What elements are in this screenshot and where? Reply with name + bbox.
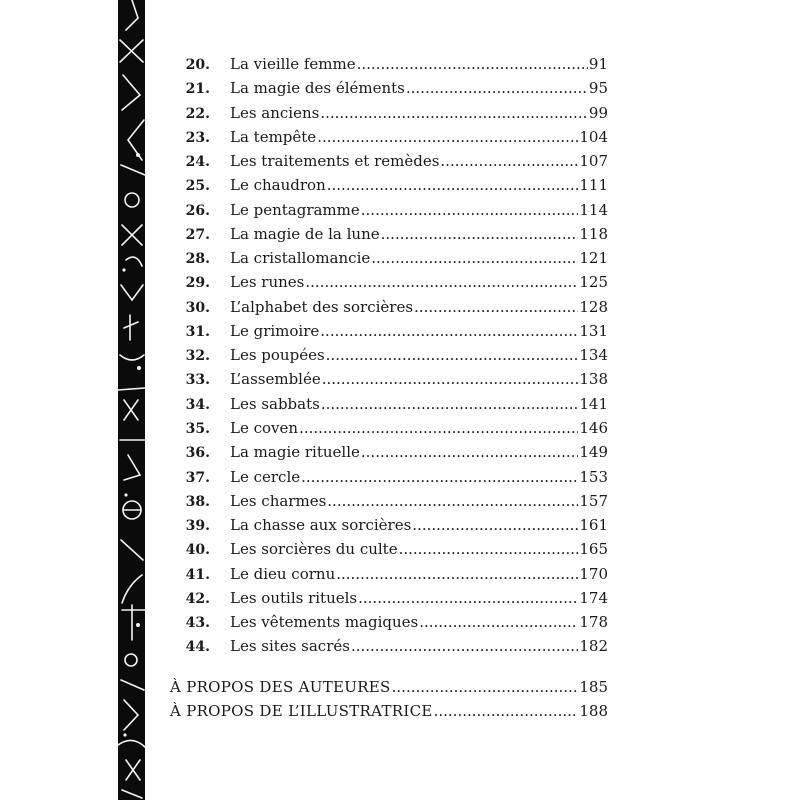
leader-dots <box>358 586 578 610</box>
chapter-number: 44. <box>185 639 210 656</box>
leader-dots <box>414 295 578 319</box>
chapter-number: 29. <box>185 275 210 292</box>
chapter-number: 35. <box>185 420 210 437</box>
leader-dots <box>381 222 579 246</box>
page-number: 134 <box>579 346 608 365</box>
leader-dots <box>361 440 578 464</box>
toc-entry <box>170 634 608 658</box>
leader-dots <box>327 489 578 513</box>
page-number: 125 <box>579 273 608 292</box>
chapter-title: Le dieu cornu <box>230 564 336 583</box>
toc-entry <box>170 586 608 610</box>
page-number: 157 <box>579 491 608 510</box>
page-number: 146 <box>579 418 608 437</box>
page-number: 141 <box>579 394 608 413</box>
leader-dots <box>440 149 578 173</box>
toc-entry <box>170 319 608 343</box>
chapter-number: 36. <box>185 445 210 462</box>
toc-entry <box>170 562 608 586</box>
chapter-number: 27. <box>185 226 210 243</box>
page-number: 165 <box>579 540 608 559</box>
chapter-title: Les charmes <box>230 491 327 510</box>
toc-entry <box>170 440 608 464</box>
leader-dots <box>326 343 579 367</box>
chapter-number: 24. <box>185 154 210 171</box>
chapter-title: Le chaudron <box>230 176 326 195</box>
chapter-title: Le pentagramme <box>230 200 360 219</box>
chapter-title: La tempête <box>230 127 317 146</box>
toc-entry <box>170 367 608 391</box>
toc-entry <box>170 610 608 634</box>
toc-entry <box>170 246 608 270</box>
chapter-title: Les anciens <box>230 103 320 122</box>
toc-entry <box>170 76 608 100</box>
chapter-number: 28. <box>185 251 210 268</box>
toc-entry <box>170 537 608 561</box>
leader-dots <box>336 562 578 586</box>
toc-entry <box>170 198 608 222</box>
chapter-title: Le cercle <box>230 467 301 486</box>
chapter-title: Les sabbats <box>230 394 320 413</box>
page-number: 99 <box>588 103 608 122</box>
toc-entry <box>170 513 608 537</box>
page-number: 111 <box>579 176 608 195</box>
chapter-number: 20. <box>185 57 210 73</box>
toc-entry <box>170 101 608 125</box>
appendix-title: À PROPOS DE L’ILLUSTRATRICE <box>170 701 433 720</box>
page-number: 178 <box>579 613 608 632</box>
toc-entry <box>170 125 608 149</box>
page-number: 91 <box>588 55 608 73</box>
toc-entry <box>170 343 608 367</box>
toc-entry <box>170 489 608 513</box>
page-number: 174 <box>579 588 608 607</box>
leader-dots <box>321 392 579 416</box>
leader-dots <box>317 125 578 149</box>
leader-dots <box>412 513 578 537</box>
chapter-number: 26. <box>185 202 210 219</box>
chapter-title: Les runes <box>230 273 305 292</box>
chapter-number: 31. <box>185 323 210 340</box>
chapter-title: Les vêtements magiques <box>230 613 419 632</box>
chapter-number: 33. <box>185 372 210 389</box>
toc-entry <box>170 173 608 197</box>
page-number: 188 <box>579 701 608 720</box>
chapter-number: 38. <box>185 493 210 510</box>
leader-dots <box>357 52 588 76</box>
page-number: 104 <box>579 127 608 146</box>
chapter-title: Le coven <box>230 418 299 437</box>
page-number: 121 <box>579 249 608 268</box>
page-number: 161 <box>579 516 608 535</box>
page-number: 128 <box>579 297 608 316</box>
page-number: 118 <box>579 224 608 243</box>
chapter-title: Les outils rituels <box>230 588 358 607</box>
chapter-title: Les traitements et remèdes <box>230 152 440 171</box>
chapter-title: La magie de la lune <box>230 224 380 243</box>
chapter-title: Les poupées <box>230 346 325 365</box>
toc-entry <box>170 392 608 416</box>
chapter-number: 40. <box>185 542 210 559</box>
page-number: 149 <box>579 443 608 462</box>
leader-dots <box>327 173 579 197</box>
chapter-number: 21. <box>185 81 210 98</box>
page-number: 185 <box>579 677 608 696</box>
chapter-list <box>170 52 608 659</box>
page-number: 153 <box>579 467 608 486</box>
chapter-number: 37. <box>185 469 210 486</box>
page-number: 170 <box>579 564 608 583</box>
leader-dots <box>406 76 588 100</box>
occult-symbols-pattern <box>118 0 145 800</box>
chapter-number: 22. <box>185 105 210 122</box>
page-number: 138 <box>579 370 608 389</box>
chapter-title: Les sites sacrés <box>230 637 350 656</box>
leader-dots <box>322 367 579 391</box>
leader-dots <box>299 416 578 440</box>
toc-appendix-entry <box>170 699 608 723</box>
toc-appendix-entry <box>170 675 608 699</box>
chapter-title: Les sorcières du culte <box>230 540 398 559</box>
chapter-title: L’assemblée <box>230 370 321 389</box>
toc-entry <box>170 222 608 246</box>
toc-entry <box>170 270 608 294</box>
chapter-number: 41. <box>185 566 210 583</box>
page-number: 95 <box>588 79 608 98</box>
appendix-list <box>170 675 608 724</box>
leader-dots <box>320 101 588 125</box>
chapter-number: 39. <box>185 518 210 535</box>
chapter-title: La magie rituelle <box>230 443 360 462</box>
toc-entry <box>170 465 608 489</box>
chapter-number: 32. <box>185 348 210 365</box>
leader-dots <box>320 319 578 343</box>
leader-dots <box>361 198 579 222</box>
leader-dots <box>351 634 578 658</box>
toc-entry <box>170 295 608 319</box>
chapter-title: L’alphabet des sorcières <box>230 297 414 316</box>
leader-dots <box>301 465 578 489</box>
page-number: 114 <box>579 200 608 219</box>
toc-entry <box>170 149 608 173</box>
chapter-number: 34. <box>185 396 210 413</box>
page-number: 131 <box>579 321 608 340</box>
chapter-number: 30. <box>185 299 210 316</box>
chapter-title: Le grimoire <box>230 321 320 340</box>
toc-entry <box>170 416 608 440</box>
leader-dots <box>392 675 579 699</box>
leader-dots <box>399 537 579 561</box>
appendix-title: À PROPOS DES AUTEURES <box>170 677 391 696</box>
leader-dots <box>419 610 578 634</box>
leader-dots <box>371 246 578 270</box>
chapter-title: La vieille femme <box>230 55 356 73</box>
toc-entry <box>170 52 608 76</box>
chapter-title: La chasse aux sorcières <box>230 516 412 535</box>
table-of-contents <box>170 52 608 723</box>
decorative-symbol-strip <box>118 0 145 800</box>
chapter-title: La cristallomancie <box>230 249 371 268</box>
chapter-number: 43. <box>185 615 210 632</box>
chapter-title: La magie des éléments <box>230 79 405 98</box>
chapter-number: 25. <box>185 178 210 195</box>
leader-dots <box>305 270 578 294</box>
chapter-number: 42. <box>185 590 210 607</box>
chapter-number: 23. <box>185 129 210 146</box>
leader-dots <box>434 699 579 723</box>
page-number: 107 <box>579 152 608 171</box>
page-number: 182 <box>579 637 608 656</box>
